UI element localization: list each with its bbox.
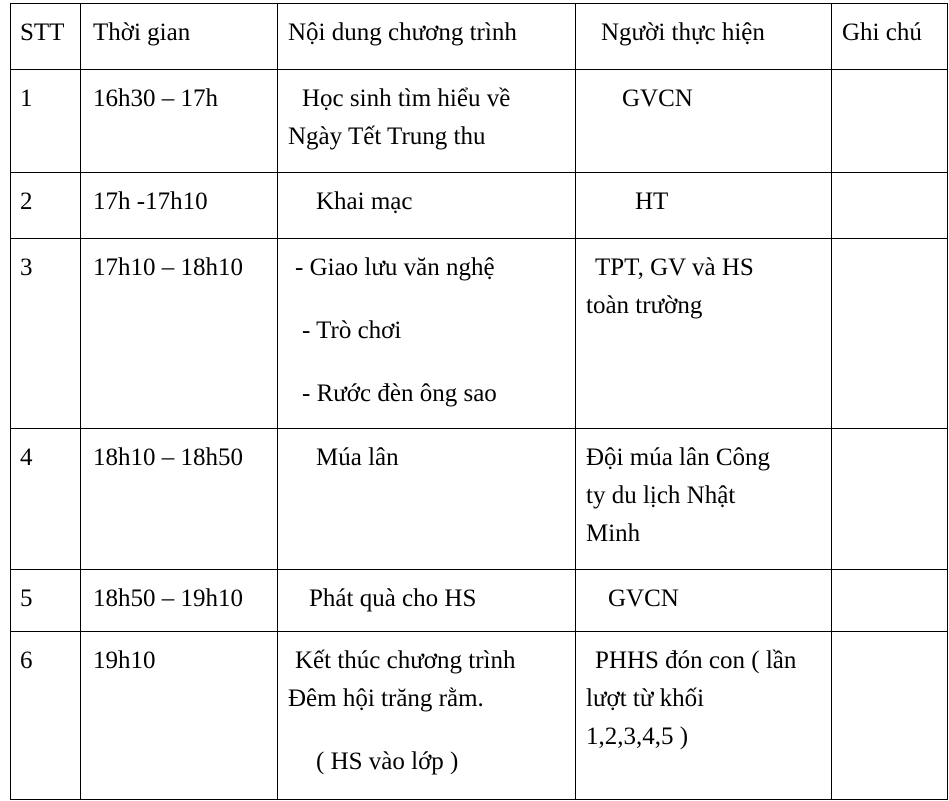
cell-person bbox=[576, 70, 832, 173]
cell-person bbox=[576, 429, 832, 570]
cell-stt: 3 bbox=[11, 239, 81, 429]
header-content bbox=[278, 4, 576, 70]
cell-person bbox=[576, 632, 832, 800]
cell-time: 19h10 bbox=[81, 632, 278, 800]
cell-note bbox=[832, 570, 948, 632]
person-line: Minh bbox=[586, 520, 641, 547]
header-time: Thời gian bbox=[81, 4, 278, 70]
header-person-label: Người thực hiện bbox=[601, 19, 765, 46]
cell-time: 18h10 – 18h50 bbox=[81, 429, 278, 570]
content-line: Đêm hội trăng rằm. bbox=[288, 685, 484, 712]
cell-content bbox=[278, 173, 576, 239]
cell-stt: 2 bbox=[11, 173, 81, 239]
person-line: PHHS đón con ( lần bbox=[595, 647, 797, 674]
content-line: Kết thúc chương trình bbox=[295, 647, 516, 674]
header-content-label: Nội dung chương trình bbox=[288, 19, 517, 46]
table-row bbox=[11, 70, 948, 173]
table-row bbox=[11, 239, 948, 429]
table-row bbox=[11, 632, 948, 800]
cell-stt: 5 bbox=[11, 570, 81, 632]
cell-note bbox=[832, 429, 948, 570]
cell-note bbox=[832, 70, 948, 173]
cell-note bbox=[832, 239, 948, 429]
cell-content bbox=[278, 632, 576, 800]
content-line: ( HS vào lớp ) bbox=[316, 748, 459, 775]
content-line: Phát quà cho HS bbox=[309, 585, 477, 612]
cell-time: 18h50 – 19h10 bbox=[81, 570, 278, 632]
program-schedule-table bbox=[10, 3, 948, 800]
content-line: Múa lân bbox=[316, 444, 399, 471]
person-line: HT bbox=[635, 188, 669, 215]
cell-content bbox=[278, 239, 576, 429]
content-line: Học sinh tìm hiểu về bbox=[302, 85, 511, 112]
header-note: Ghi chú bbox=[832, 4, 948, 70]
person-line: toàn trường bbox=[586, 292, 703, 319]
person-line: 1,2,3,4,5 ) bbox=[586, 723, 689, 750]
table-row bbox=[11, 173, 948, 239]
content-line: - Trò chơi bbox=[302, 317, 402, 344]
cell-stt: 4 bbox=[11, 429, 81, 570]
cell-stt: 6 bbox=[11, 632, 81, 800]
header-stt: STT bbox=[11, 4, 81, 70]
cell-content bbox=[278, 70, 576, 173]
cell-time: 17h10 – 18h10 bbox=[81, 239, 278, 429]
person-line: lượt từ khối bbox=[586, 685, 705, 712]
table-row bbox=[11, 570, 948, 632]
content-line: - Rước đèn ông sao bbox=[302, 380, 497, 407]
cell-time: 16h30 – 17h bbox=[81, 70, 278, 173]
person-line: GVCN bbox=[608, 585, 679, 612]
cell-note bbox=[832, 632, 948, 800]
cell-content bbox=[278, 570, 576, 632]
cell-time: 17h -17h10 bbox=[81, 173, 278, 239]
content-line: - Giao lưu văn nghệ bbox=[295, 254, 495, 281]
table-row bbox=[11, 429, 948, 570]
cell-content bbox=[278, 429, 576, 570]
header-person bbox=[576, 4, 832, 70]
cell-stt: 1 bbox=[11, 70, 81, 173]
person-line: Đội múa lân Công bbox=[586, 444, 771, 471]
content-line: Ngày Tết Trung thu bbox=[288, 123, 486, 150]
cell-person bbox=[576, 239, 832, 429]
person-line: GVCN bbox=[622, 85, 693, 112]
person-line: ty du lịch Nhật bbox=[586, 482, 736, 509]
person-line: TPT, GV và HS bbox=[595, 254, 754, 281]
cell-note bbox=[832, 173, 948, 239]
table-header-row bbox=[11, 4, 948, 70]
cell-person bbox=[576, 173, 832, 239]
cell-person bbox=[576, 570, 832, 632]
content-line: Khai mạc bbox=[316, 188, 413, 215]
